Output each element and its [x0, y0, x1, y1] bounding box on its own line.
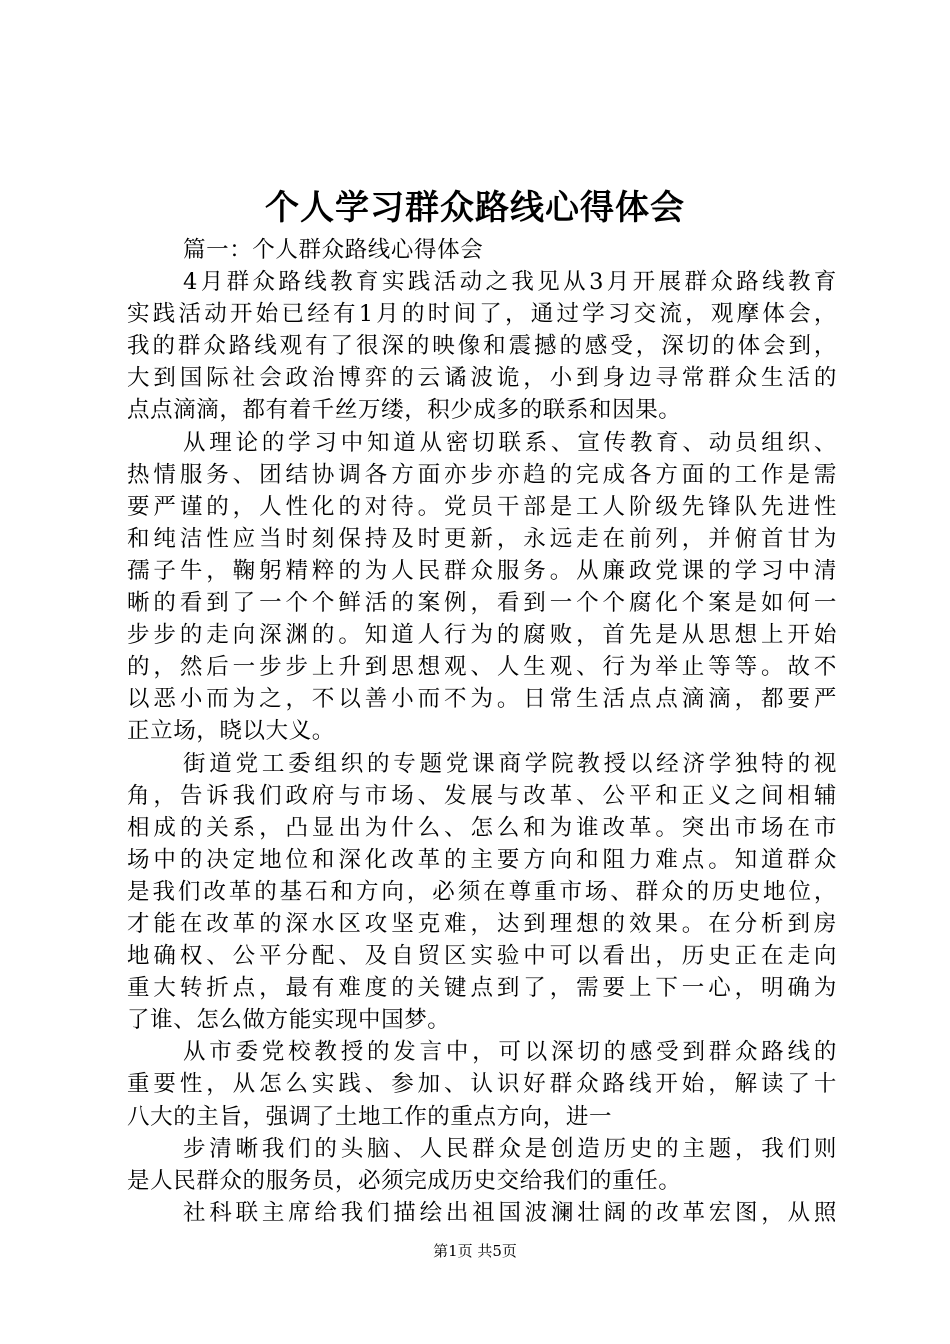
body-text-line: 篇一：个人群众路线心得体会: [183, 237, 484, 263]
body-text-line: 的，然后一步步上升到思想观、人生观、行为举止等等。故不: [127, 654, 837, 681]
body-text-line: 角，告诉我们政府与市场、发展与改革、公平和正义之间相辅: [127, 782, 837, 809]
body-text-line: 4月群众路线教育实践活动之我见从3月开展群众路线教育: [183, 269, 837, 296]
body-text-line: 社科联主席给我们描绘出祖国波澜壮阔的改革宏图，从照: [183, 1199, 837, 1226]
page-footer: 第1页 共5页: [433, 1242, 517, 1260]
body-text-line: 步清晰我们的头脑、人民群众是创造历史的主题，我们则: [183, 1135, 837, 1162]
body-text-line: 点点滴滴，都有着千丝万缕，积少成多的联系和因果。: [127, 397, 682, 424]
body-text-line: 热情服务、团结协调各方面亦步亦趋的完成各方面的工作是需: [127, 461, 837, 488]
body-text-line: 街道党工委组织的专题党课商学院教授以经济学独特的视: [183, 750, 837, 777]
body-text-line: 步步的走向深渊的。知道人行为的腐败，首先是从思想上开始: [127, 622, 837, 649]
document-body: [127, 234, 837, 1229]
body-text-line: 八大的主旨，强调了土地工作的重点方向，进一: [127, 1103, 613, 1130]
body-text-line: 晰的看到了一个个鲜活的案例，看到一个个腐化个案是如何一: [127, 590, 837, 617]
body-text-line: 重要性，从怎么实践、参加、认识好群众路线开始，解读了十: [127, 1071, 837, 1098]
body-text-line: 大到国际社会政治博弈的云谲波诡，小到身边寻常群众生活的: [127, 365, 837, 392]
body-text-line: 重大转折点，最有难度的关键点到了，需要上下一心，明确为: [127, 975, 837, 1002]
body-text-line: 我的群众路线观有了很深的映像和震撼的感受，深切的体会到，: [127, 333, 837, 360]
document-title: 个人学习群众路线心得体会: [265, 188, 685, 228]
body-text-line: 地确权、公平分配、及自贸区实验中可以看出，历史正在走向: [127, 943, 837, 970]
body-text-line: 正立场，晓以大义。: [127, 718, 335, 745]
body-text-line: 和纯洁性应当时刻保持及时更新，永远走在前列，并俯首甘为: [127, 525, 837, 552]
body-text-line: 才能在改革的深水区攻坚克难，达到理想的效果。在分析到房: [127, 910, 837, 937]
body-text-line: 以恶小而为之，不以善小而不为。日常生活点点滴滴，都要严: [127, 686, 837, 713]
body-text-line: 孺子牛，鞠躬精粹的为人民群众服务。从廉政党课的学习中清: [127, 557, 837, 584]
body-text-line: 了谁、怎么做方能实现中国梦。: [127, 1007, 451, 1034]
body-text-line: 从理论的学习中知道从密切联系、宣传教育、动员组织、: [183, 429, 837, 456]
body-text-line: 实践活动开始已经有1月的时间了，通过学习交流，观摩体会，: [127, 301, 837, 328]
body-text-line: 场中的决定地位和深化改革的主要方向和阻力难点。知道群众: [127, 846, 837, 873]
body-text-line: 是我们改革的基石和方向，必须在尊重市场、群众的历史地位，: [127, 878, 837, 905]
body-text-line: 从市委党校教授的发言中，可以深切的感受到群众路线的: [183, 1039, 837, 1066]
body-text-line: 是人民群众的服务员，必须完成历史交给我们的重任。: [127, 1167, 682, 1194]
body-text-line: 相成的关系，凸显出为什么、怎么和为谁改革。突出市场在市: [127, 814, 837, 841]
body-text-line: 要严谨的，人性化的对待。党员干部是工人阶级先锋队先进性: [127, 493, 837, 520]
